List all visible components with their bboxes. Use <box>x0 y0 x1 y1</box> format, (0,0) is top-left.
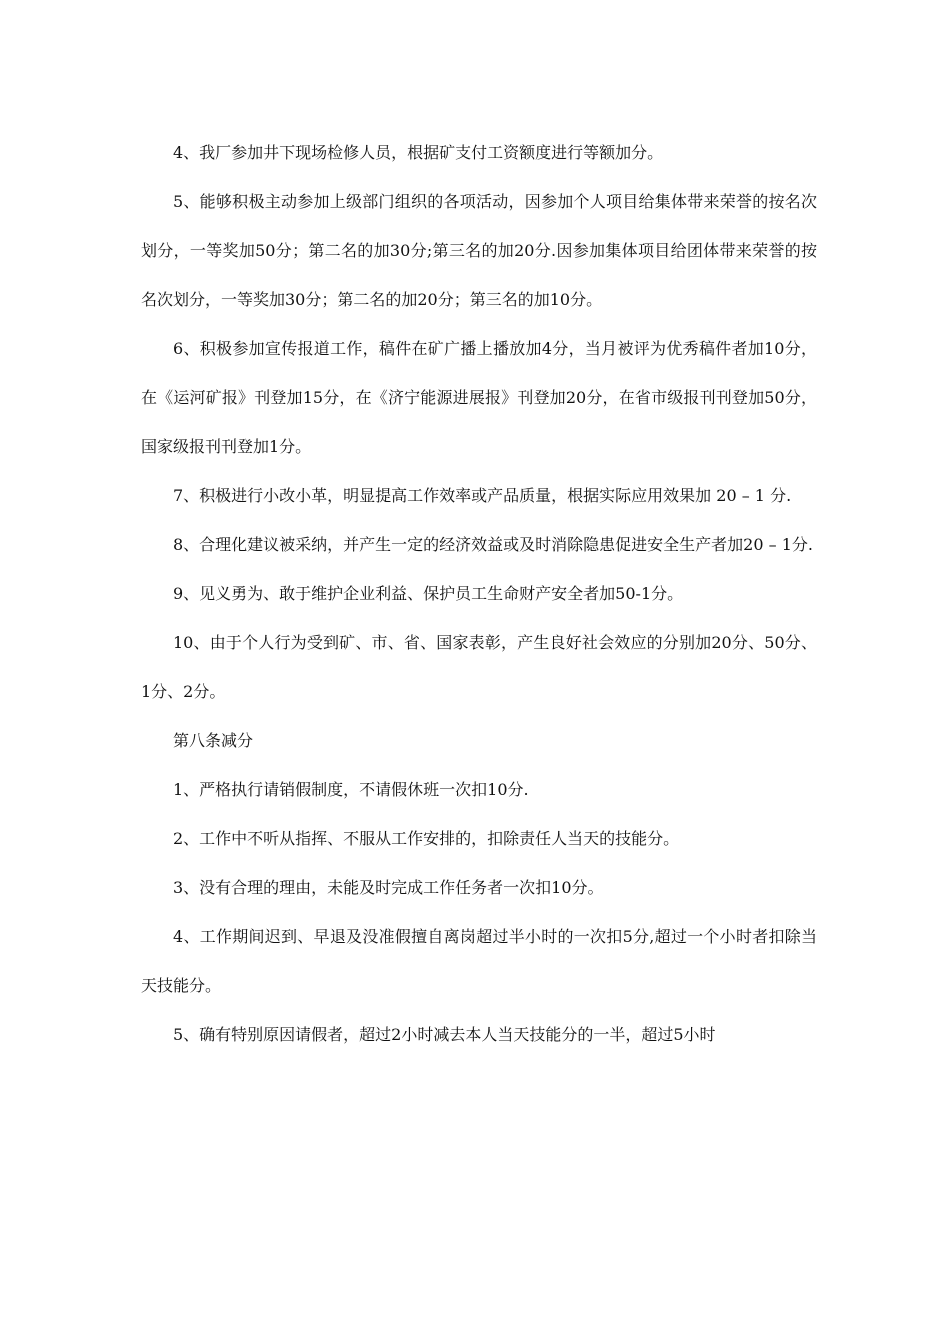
paragraph-deduction-3: 3、没有合理的理由，未能及时完成工作任务者一次扣10分。 <box>173 878 604 897</box>
document-body <box>141 128 817 1059</box>
paragraph-bonus-4: 4、我厂参加井下现场检修人员，根据矿支付工资额度进行等额加分。 <box>173 143 664 162</box>
paragraph-bonus-8: 8、合理化建议被采纳，并产生一定的经济效益或及时消除隐患促进安全生产者加20 – 1分. <box>173 535 813 554</box>
paragraph-bonus-6: 6、积极参加宣传报道工作，稿件在矿广播上播放加4分，当月被评为优秀稿件者加10分，在《运河矿报》刊登加15分，在《济宁能源进展报》刊登加20分，在省市级报刊刊登加50分，国家级报刊刊登加1分。 <box>141 339 817 456</box>
section-heading: 第八条减分 <box>173 731 254 750</box>
paragraph-bonus-7: 7、积极进行小改小革，明显提高工作效率或产品质量，根据实际应用效果加 20 – 1 分. <box>173 486 792 505</box>
paragraph-bonus-10: 10、由于个人行为受到矿、市、省、国家表彰，产生良好社会效应的分别加20分、50分、1分、2分。 <box>141 633 817 701</box>
paragraph-bonus-5: 5、能够积极主动参加上级部门组织的各项活动，因参加个人项目给集体带来荣誉的按名次划分，一等奖加50分；第二名的加30分;第三名的加20分.因参加集体项目给团体带来荣誉的按名次划分，一等奖加30分；第二名的加20分；第三名的加10分。 <box>141 192 817 309</box>
paragraph-deduction-4: 4、工作期间迟到、早退及没准假擅自离岗超过半小时的一次扣5分,超过一个小时者扣除当天技能分。 <box>141 927 817 995</box>
paragraph-bonus-9: 9、见义勇为、敢于维护企业利益、保护员工生命财产安全者加50-1分。 <box>173 584 684 603</box>
paragraph-deduction-2: 2、工作中不听从指挥、不服从工作安排的，扣除责任人当天的技能分。 <box>173 829 680 848</box>
paragraph-deduction-5: 5、确有特别原因请假者，超过2小时减去本人当天技能分的一半，超过5小时 <box>173 1025 716 1044</box>
paragraph-deduction-1: 1、严格执行请销假制度，不请假休班一次扣10分. <box>173 780 529 799</box>
